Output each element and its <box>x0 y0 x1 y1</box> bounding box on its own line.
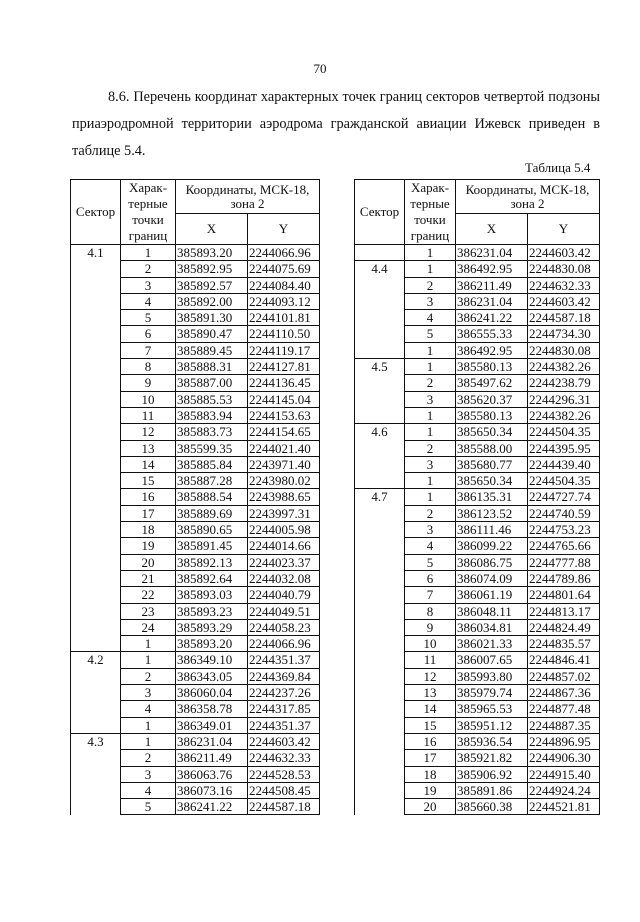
point-number-cell: 20 <box>405 799 456 815</box>
x-coordinate-cell: 386063.76 <box>176 766 248 782</box>
y-coordinate-cell: 2244014.66 <box>248 538 320 554</box>
point-number-cell: 2 <box>121 261 176 277</box>
y-coordinate-cell: 2244753.23 <box>528 522 600 538</box>
point-number-cell: 18 <box>405 766 456 782</box>
x-coordinate-cell: 386231.04 <box>176 733 248 749</box>
x-coordinate-cell: 386231.04 <box>456 245 528 261</box>
point-number-cell: 3 <box>405 456 456 472</box>
x-coordinate-cell: 385921.82 <box>456 750 528 766</box>
table-row <box>71 245 320 261</box>
y-coordinate-cell: 2244603.42 <box>248 733 320 749</box>
x-coordinate-cell: 385892.64 <box>176 570 248 586</box>
y-coordinate-cell: 2244896.95 <box>528 733 600 749</box>
point-number-cell: 3 <box>405 391 456 407</box>
point-number-cell: 22 <box>121 587 176 603</box>
sector-cell: 4.2 <box>71 652 121 733</box>
x-coordinate-cell: 385892.95 <box>176 261 248 277</box>
sector-cell: 4.6 <box>355 424 405 489</box>
y-coordinate-cell: 2244813.17 <box>528 603 600 619</box>
x-coordinate-cell: 385893.20 <box>176 245 248 261</box>
y-coordinate-cell: 2244521.81 <box>528 799 600 815</box>
point-number-cell: 7 <box>405 587 456 603</box>
point-number-cell: 9 <box>405 619 456 635</box>
point-number-cell: 10 <box>405 636 456 652</box>
x-coordinate-cell: 385497.62 <box>456 375 528 391</box>
y-coordinate-cell: 2244915.40 <box>528 766 600 782</box>
point-number-cell: 1 <box>405 489 456 505</box>
header-points: Харак-терные точки границ <box>405 180 456 245</box>
y-coordinate-cell: 2244528.53 <box>248 766 320 782</box>
point-number-cell: 17 <box>405 750 456 766</box>
y-coordinate-cell: 2244136.45 <box>248 375 320 391</box>
x-coordinate-cell: 385892.13 <box>176 554 248 570</box>
point-number-cell: 1 <box>405 245 456 261</box>
y-coordinate-cell: 2244603.42 <box>528 245 600 261</box>
point-number-cell: 2 <box>405 375 456 391</box>
x-coordinate-cell: 385891.30 <box>176 310 248 326</box>
point-number-cell: 5 <box>405 554 456 570</box>
y-coordinate-cell: 2244727.74 <box>528 489 600 505</box>
point-number-cell: 1 <box>121 636 176 652</box>
y-coordinate-cell: 2244877.48 <box>528 701 600 717</box>
x-coordinate-cell: 385660.38 <box>456 799 528 815</box>
y-coordinate-cell: 2244846.41 <box>528 652 600 668</box>
y-coordinate-cell: 2244632.33 <box>248 750 320 766</box>
point-number-cell: 3 <box>121 685 176 701</box>
x-coordinate-cell: 385888.54 <box>176 489 248 505</box>
x-coordinate-cell: 385993.80 <box>456 668 528 684</box>
x-coordinate-cell: 386021.33 <box>456 636 528 652</box>
point-number-cell: 10 <box>121 391 176 407</box>
y-coordinate-cell: 2244066.96 <box>248 245 320 261</box>
x-coordinate-cell: 385599.35 <box>176 440 248 456</box>
point-number-cell: 1 <box>121 717 176 733</box>
x-coordinate-cell: 385893.20 <box>176 636 248 652</box>
point-number-cell: 1 <box>121 733 176 749</box>
x-coordinate-cell: 386135.31 <box>456 489 528 505</box>
x-coordinate-cell: 386349.10 <box>176 652 248 668</box>
x-coordinate-cell: 385891.86 <box>456 782 528 798</box>
x-coordinate-cell: 385892.00 <box>176 293 248 309</box>
x-coordinate-cell: 385889.69 <box>176 505 248 521</box>
point-number-cell: 11 <box>121 407 176 423</box>
sector-cell: 4.5 <box>355 359 405 424</box>
y-coordinate-cell: 2244110.50 <box>248 326 320 342</box>
x-coordinate-cell: 386555.33 <box>456 326 528 342</box>
point-number-cell: 1 <box>121 245 176 261</box>
y-coordinate-cell: 2244351.37 <box>248 717 320 733</box>
point-number-cell: 8 <box>405 603 456 619</box>
y-coordinate-cell: 2244040.79 <box>248 587 320 603</box>
y-coordinate-cell: 2244154.65 <box>248 424 320 440</box>
y-coordinate-cell: 2244777.88 <box>528 554 600 570</box>
point-number-cell: 9 <box>121 375 176 391</box>
y-coordinate-cell: 2244835.57 <box>528 636 600 652</box>
y-coordinate-cell: 2244830.08 <box>528 261 600 277</box>
sector-cell <box>355 245 405 261</box>
y-coordinate-cell: 2244032.08 <box>248 570 320 586</box>
x-coordinate-cell: 385650.34 <box>456 424 528 440</box>
y-coordinate-cell: 2244587.18 <box>248 799 320 815</box>
x-coordinate-cell: 386241.22 <box>176 799 248 815</box>
header-sector: Сектор <box>355 180 405 245</box>
x-coordinate-cell: 385889.45 <box>176 342 248 358</box>
point-number-cell: 1 <box>121 652 176 668</box>
point-number-cell: 19 <box>405 782 456 798</box>
sector-cell: 4.3 <box>71 733 121 814</box>
x-coordinate-cell: 385885.53 <box>176 391 248 407</box>
x-coordinate-cell: 386492.95 <box>456 342 528 358</box>
table-row <box>71 652 320 668</box>
y-coordinate-cell: 2244439.40 <box>528 456 600 472</box>
x-coordinate-cell: 386099.22 <box>456 538 528 554</box>
header-x: X <box>456 214 528 245</box>
y-coordinate-cell: 2244066.96 <box>248 636 320 652</box>
table-row <box>355 261 600 277</box>
sector-cell: 4.7 <box>355 489 405 815</box>
point-number-cell: 1 <box>405 359 456 375</box>
x-coordinate-cell: 385979.74 <box>456 685 528 701</box>
point-number-cell: 4 <box>121 701 176 717</box>
point-number-cell: 18 <box>121 522 176 538</box>
point-number-cell: 1 <box>405 407 456 423</box>
point-number-cell: 6 <box>121 326 176 342</box>
point-number-cell: 3 <box>121 766 176 782</box>
point-number-cell: 8 <box>121 359 176 375</box>
x-coordinate-cell: 385885.84 <box>176 456 248 472</box>
x-coordinate-cell: 385951.12 <box>456 717 528 733</box>
point-number-cell: 5 <box>121 799 176 815</box>
point-number-cell: 21 <box>121 570 176 586</box>
point-number-cell: 16 <box>121 489 176 505</box>
y-coordinate-cell: 2244084.40 <box>248 277 320 293</box>
y-coordinate-cell: 2244317.85 <box>248 701 320 717</box>
table-row <box>355 424 600 440</box>
point-number-cell: 5 <box>121 310 176 326</box>
x-coordinate-cell: 386061.19 <box>456 587 528 603</box>
y-coordinate-cell: 2244857.02 <box>528 668 600 684</box>
point-number-cell: 20 <box>121 554 176 570</box>
point-number-cell: 15 <box>121 473 176 489</box>
y-coordinate-cell: 2244508.45 <box>248 782 320 798</box>
y-coordinate-cell: 2244603.42 <box>528 293 600 309</box>
page-number: 70 <box>313 61 327 76</box>
x-coordinate-cell: 385620.37 <box>456 391 528 407</box>
point-number-cell: 11 <box>405 652 456 668</box>
point-number-cell: 1 <box>405 473 456 489</box>
y-coordinate-cell: 2244382.26 <box>528 359 600 375</box>
y-coordinate-cell: 2244632.33 <box>528 277 600 293</box>
x-coordinate-cell: 386241.22 <box>456 310 528 326</box>
point-number-cell: 13 <box>121 440 176 456</box>
point-number-cell: 4 <box>121 782 176 798</box>
x-coordinate-cell: 385887.00 <box>176 375 248 391</box>
x-coordinate-cell: 385890.47 <box>176 326 248 342</box>
x-coordinate-cell: 386007.65 <box>456 652 528 668</box>
x-coordinate-cell: 386060.04 <box>176 685 248 701</box>
x-coordinate-cell: 386492.95 <box>456 261 528 277</box>
table-left-body <box>71 245 320 815</box>
point-number-cell: 14 <box>121 456 176 472</box>
y-coordinate-cell: 2244587.18 <box>528 310 600 326</box>
point-number-cell: 16 <box>405 733 456 749</box>
point-number-cell: 12 <box>405 668 456 684</box>
x-coordinate-cell: 385580.13 <box>456 407 528 423</box>
y-coordinate-cell: 2244789.86 <box>528 570 600 586</box>
y-coordinate-cell: 2244382.26 <box>528 407 600 423</box>
x-coordinate-cell: 386123.52 <box>456 505 528 521</box>
y-coordinate-cell: 2244023.37 <box>248 554 320 570</box>
point-number-cell: 3 <box>121 277 176 293</box>
y-coordinate-cell: 2244867.36 <box>528 685 600 701</box>
point-number-cell: 2 <box>405 505 456 521</box>
header-y: Y <box>248 214 320 245</box>
y-coordinate-cell: 2244830.08 <box>528 342 600 358</box>
y-coordinate-cell: 2244049.51 <box>248 603 320 619</box>
header-sector: Сектор <box>71 180 121 245</box>
table-row <box>355 489 600 505</box>
y-coordinate-cell: 2244765.66 <box>528 538 600 554</box>
y-coordinate-cell: 2243988.65 <box>248 489 320 505</box>
point-number-cell: 2 <box>121 750 176 766</box>
y-coordinate-cell: 2244906.30 <box>528 750 600 766</box>
sector-cell: 4.4 <box>355 261 405 359</box>
y-coordinate-cell: 2244801.64 <box>528 587 600 603</box>
y-coordinate-cell: 2244075.69 <box>248 261 320 277</box>
x-coordinate-cell: 386073.16 <box>176 782 248 798</box>
y-coordinate-cell: 2244058.23 <box>248 619 320 635</box>
x-coordinate-cell: 385965.53 <box>456 701 528 717</box>
point-number-cell: 7 <box>121 342 176 358</box>
header-coordinates: Координаты, МСК-18, зона 2 <box>176 180 320 214</box>
point-number-cell: 19 <box>121 538 176 554</box>
table-row <box>71 733 320 749</box>
x-coordinate-cell: 386111.46 <box>456 522 528 538</box>
x-coordinate-cell: 385888.31 <box>176 359 248 375</box>
header-y: Y <box>528 214 600 245</box>
x-coordinate-cell: 385887.28 <box>176 473 248 489</box>
x-coordinate-cell: 386074.09 <box>456 570 528 586</box>
y-coordinate-cell: 2244504.35 <box>528 424 600 440</box>
x-coordinate-cell: 385580.13 <box>456 359 528 375</box>
point-number-cell: 3 <box>405 293 456 309</box>
coordinates-table-left <box>70 179 320 815</box>
y-coordinate-cell: 2244351.37 <box>248 652 320 668</box>
point-number-cell: 24 <box>121 619 176 635</box>
y-coordinate-cell: 2244237.26 <box>248 685 320 701</box>
y-coordinate-cell: 2244127.81 <box>248 359 320 375</box>
y-coordinate-cell: 2244924.24 <box>528 782 600 798</box>
y-coordinate-cell: 2243980.02 <box>248 473 320 489</box>
y-coordinate-cell: 2244238.79 <box>528 375 600 391</box>
point-number-cell: 5 <box>405 326 456 342</box>
x-coordinate-cell: 385893.23 <box>176 603 248 619</box>
point-number-cell: 2 <box>121 668 176 684</box>
x-coordinate-cell: 385891.45 <box>176 538 248 554</box>
x-coordinate-cell: 386349.01 <box>176 717 248 733</box>
y-coordinate-cell: 2244145.04 <box>248 391 320 407</box>
x-coordinate-cell: 386034.81 <box>456 619 528 635</box>
x-coordinate-cell: 385890.65 <box>176 522 248 538</box>
x-coordinate-cell: 385680.77 <box>456 456 528 472</box>
x-coordinate-cell: 385936.54 <box>456 733 528 749</box>
point-number-cell: 14 <box>405 701 456 717</box>
coordinates-table-right <box>354 179 600 815</box>
y-coordinate-cell: 2244740.59 <box>528 505 600 521</box>
point-number-cell: 4 <box>405 310 456 326</box>
sector-cell: 4.1 <box>71 245 121 652</box>
table-right-body <box>355 245 600 815</box>
x-coordinate-cell: 385892.57 <box>176 277 248 293</box>
y-coordinate-cell: 2244824.49 <box>528 619 600 635</box>
x-coordinate-cell: 386211.49 <box>456 277 528 293</box>
x-coordinate-cell: 385883.94 <box>176 407 248 423</box>
table-row <box>355 359 600 375</box>
point-number-cell: 1 <box>405 261 456 277</box>
header-points: Харак-терные точки границ <box>121 180 176 245</box>
y-coordinate-cell: 2244101.81 <box>248 310 320 326</box>
intro-paragraph: 8.6. Перечень координат характерных точек границ секторов четвертой подзоны приаэродромной территории аэродрома гражданской авиации Ижевск приведен в таблице 5.4. <box>72 89 600 159</box>
y-coordinate-cell: 2244093.12 <box>248 293 320 309</box>
x-coordinate-cell: 385650.34 <box>456 473 528 489</box>
point-number-cell: 12 <box>121 424 176 440</box>
x-coordinate-cell: 386343.05 <box>176 668 248 684</box>
x-coordinate-cell: 386231.04 <box>456 293 528 309</box>
point-number-cell: 3 <box>405 522 456 538</box>
point-number-cell: 23 <box>121 603 176 619</box>
y-coordinate-cell: 2244369.84 <box>248 668 320 684</box>
x-coordinate-cell: 385906.92 <box>456 766 528 782</box>
y-coordinate-cell: 2244504.35 <box>528 473 600 489</box>
y-coordinate-cell: 2244395.95 <box>528 440 600 456</box>
table-caption: Таблица 5.4 <box>525 160 591 175</box>
header-coordinates: Координаты, МСК-18, зона 2 <box>456 180 600 214</box>
point-number-cell: 1 <box>405 342 456 358</box>
y-coordinate-cell: 2244153.63 <box>248 407 320 423</box>
point-number-cell: 2 <box>405 440 456 456</box>
header-x: X <box>176 214 248 245</box>
x-coordinate-cell: 386211.49 <box>176 750 248 766</box>
y-coordinate-cell: 2244734.30 <box>528 326 600 342</box>
point-number-cell: 4 <box>121 293 176 309</box>
x-coordinate-cell: 386048.11 <box>456 603 528 619</box>
y-coordinate-cell: 2244296.31 <box>528 391 600 407</box>
point-number-cell: 2 <box>405 277 456 293</box>
x-coordinate-cell: 385893.03 <box>176 587 248 603</box>
y-coordinate-cell: 2244119.17 <box>248 342 320 358</box>
x-coordinate-cell: 385883.73 <box>176 424 248 440</box>
y-coordinate-cell: 2244887.35 <box>528 717 600 733</box>
point-number-cell: 13 <box>405 685 456 701</box>
table-row <box>355 245 600 261</box>
point-number-cell: 6 <box>405 570 456 586</box>
x-coordinate-cell: 386358.78 <box>176 701 248 717</box>
y-coordinate-cell: 2243997.31 <box>248 505 320 521</box>
point-number-cell: 17 <box>121 505 176 521</box>
x-coordinate-cell: 385893.29 <box>176 619 248 635</box>
y-coordinate-cell: 2244021.40 <box>248 440 320 456</box>
y-coordinate-cell: 2244005.98 <box>248 522 320 538</box>
point-number-cell: 4 <box>405 538 456 554</box>
x-coordinate-cell: 385588.00 <box>456 440 528 456</box>
y-coordinate-cell: 2243971.40 <box>248 456 320 472</box>
point-number-cell: 15 <box>405 717 456 733</box>
x-coordinate-cell: 386086.75 <box>456 554 528 570</box>
point-number-cell: 1 <box>405 424 456 440</box>
